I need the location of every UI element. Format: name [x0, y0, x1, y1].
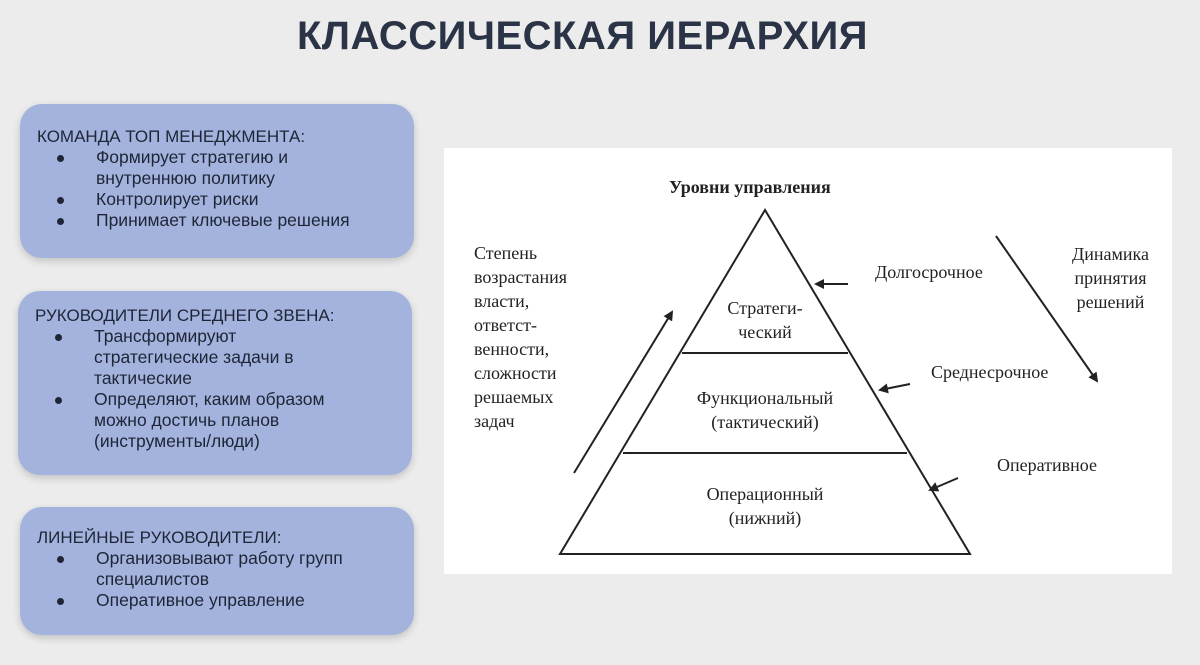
card-list	[37, 147, 402, 231]
card-list	[37, 548, 402, 611]
horizon-mid-term: Среднесрочное	[931, 362, 1049, 382]
level-line: Стратеги-	[727, 298, 803, 318]
list-item: Определяют, каким образом можно достичь планов (инструменты/люди)	[35, 389, 364, 452]
level-line: (нижний)	[728, 508, 802, 528]
diagram-title: Уровни управления	[669, 177, 831, 197]
list-item: Принимает ключевые решения	[37, 210, 402, 231]
horizon-operational: Оперативное	[997, 455, 1097, 475]
level-line: Операционный	[706, 484, 824, 504]
line-managers-card	[20, 507, 414, 635]
middle-management-card	[18, 291, 412, 475]
caption-line: решаемых	[474, 387, 554, 407]
card-heading: КОМАНДА ТОП МЕНЕДЖМЕНТА:	[37, 127, 306, 146]
caption-line: Степень	[474, 243, 538, 263]
level-line: Функциональный	[696, 388, 834, 408]
caption-line: решений	[1076, 292, 1145, 312]
list-item: Формирует стратегию и внутреннюю политику	[37, 147, 346, 189]
card-heading: РУКОВОДИТЕЛИ СРЕДНЕГО ЗВЕНА:	[35, 306, 335, 325]
pointer-operational	[930, 478, 958, 490]
list-item: Контролирует риски	[37, 189, 402, 210]
caption-line: принятия	[1074, 268, 1147, 288]
horizon-long-term: Долгосрочное	[875, 262, 983, 282]
top-management-card	[20, 104, 414, 258]
card-list	[35, 326, 400, 452]
page-title: КЛАССИЧЕСКАЯ ИЕРАРХИЯ	[296, 14, 869, 58]
pointer-mid-term	[880, 384, 910, 390]
left-caption	[474, 241, 567, 433]
caption-line: задач	[474, 411, 515, 431]
caption-line: венности,	[474, 339, 550, 359]
caption-line: Динамика	[1072, 244, 1150, 264]
level-line: ческий	[738, 322, 792, 342]
list-item: Организовывают работу групп специалистов	[37, 548, 386, 590]
level-strategic-label	[705, 296, 825, 344]
level-operational-label	[670, 482, 860, 530]
hierarchy-diagram	[444, 148, 1172, 574]
card-heading: ЛИНЕЙНЫЕ РУКОВОДИТЕЛИ:	[37, 528, 282, 547]
caption-line: возрастания	[474, 267, 568, 287]
caption-line: сложности	[474, 363, 557, 383]
right-caption	[1072, 242, 1149, 314]
caption-line: власти,	[474, 291, 530, 311]
list-item: Трансформируют стратегические задачи в тактические	[35, 326, 334, 389]
level-line: (тактический)	[711, 412, 819, 432]
list-item: Оперативное управление	[37, 590, 402, 611]
level-functional-label	[670, 386, 860, 434]
caption-line: ответст-	[474, 315, 537, 335]
